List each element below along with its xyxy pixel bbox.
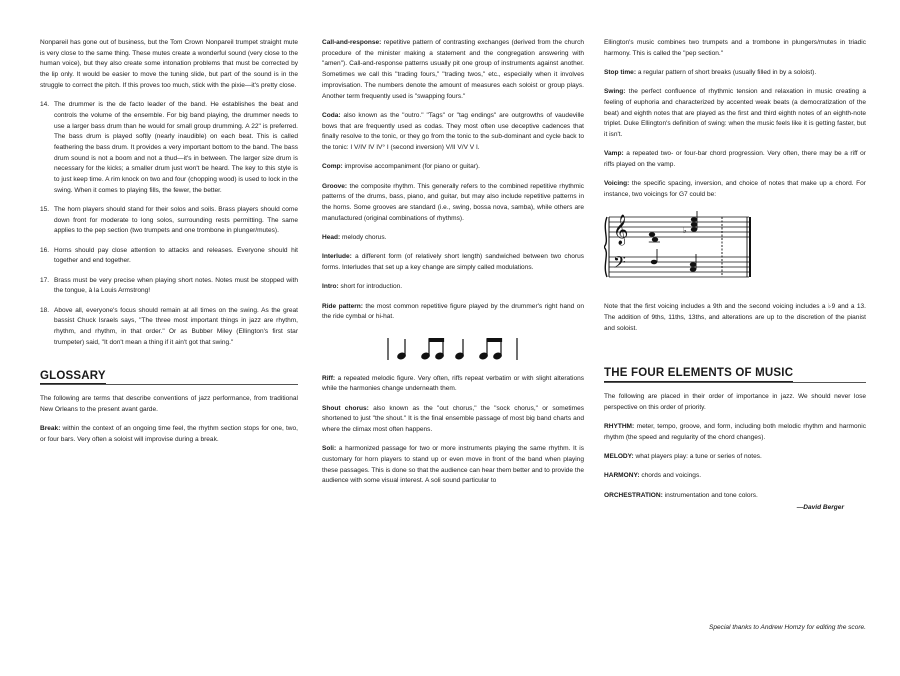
item-number: 17. [40, 276, 50, 284]
bass-clef-icon: 𝄢 [613, 252, 626, 277]
definition: repetitive pattern of contrasting exchanges (derived from the church procedure of the minister making a statement and the congregation answering with "amen"). Call-and-response patterns usually pit one group of instruments against another. Sometimes we call this "trading fours," "trading twos," etc., especially when it involves improvisation. The numbers denote the amount of measures each soloist or group plays. Another term frequently used is "swapping fours." [322, 39, 584, 100]
four-elements-heading: THE FOUR ELEMENTS OF MUSIC [604, 368, 793, 382]
definition: improvise accompaniment (for piano or guitar). [342, 163, 480, 171]
item-text: The drummer is the de facto leader of the band. He establishes the beat and controls the volume of the ensemble. For big band playing, the drummer needs to use a larger bass drum than he would for small group drumming. A 22" is preferred. The bass drum is played softly (nearly inaudible) on each beat. This is called feathering the bass drum. It provides a very important bottom to the band. The bass drum sound is not a boom and not a thud—it's in between. The larger size drum is necessary for the kicks; a smaller drum just won't be heard. The key to this style is to just keep time. A rim knock on two and four (chopping wood) is used to lock in the swing. When it comes to playing fills, the fewer, the better. [54, 101, 298, 194]
definition: melody chorus. [340, 233, 387, 241]
term: Head: [322, 233, 341, 241]
glossary-entry [322, 38, 584, 102]
acknowledgement: Special thanks to Andrew Homzy for editing the score. [709, 624, 866, 631]
definition: a different form (of relatively short length) sandwiched between two chorus forms. Interludes that set up a key change are simply called modulations. [322, 253, 584, 271]
glossary-entry [322, 374, 584, 395]
term: Vamp: [604, 150, 624, 158]
definition: also known as the "outro." "Tags" or "tag endings" are outgrowths of vaudeville bows that are frequently used as codas. They most often use deceptive cadences that finally resolve to the tonic, or they go from the tonic to the sub-dominant and cycle back to the tonic: I V/IV IV IV° I (second inversion) V/II V/V V I. [322, 111, 584, 151]
term: MELODY: [604, 452, 634, 460]
list-item [40, 246, 298, 267]
definition: instrumentation and tone colors. [662, 491, 758, 499]
list-item [40, 276, 298, 297]
continuation-paragraph: Ellington's music combines two trumpets and a trombone in plungers/mutes in triadic harmony. This is called the "pep section." [604, 39, 866, 57]
term: HARMONY: [604, 472, 640, 480]
glossary-entry [322, 162, 584, 173]
item-number: 18. [40, 306, 50, 314]
intro-paragraph: Nonpareil has gone out of business, but the Tom Crown Nonpareil trumpet straight mute is very close to the same thing. These mutes create a wonderful sound (very close to the human voice), but they also create some intonation problems that must be corrected by the lip only. It would be easier to move the tuning slide, but part of the sound is in the struggle to correct the pitch. If this proves too much, stick with the pixie—it's pretty close. [40, 39, 298, 89]
term: Intro: [322, 283, 339, 291]
glossary-entry [322, 182, 584, 225]
item-text: The horn players should stand for their solos and soils. Brass players should come down front for moderate to long solos, surrounding rests permitting. The same applies to the pep section (two trumpets and one trombone in plunger/mutes). [54, 206, 298, 235]
term: Swing: [604, 88, 626, 96]
glossary-entry [322, 111, 584, 154]
term: Ride pattern: [322, 302, 363, 310]
column-left [40, 38, 298, 454]
glossary-entry [322, 302, 584, 323]
item-text: Brass must be very precise when playing short notes. Notes must be stopped with the tongue, à la Louis Armstrong! [54, 276, 298, 295]
item-number: 15. [40, 206, 50, 214]
treble-clef-icon: 𝄞 [613, 215, 629, 246]
definition: the most common repetitive figure played by the drummer's right hand on the ride cymbal or hi-hat. [322, 302, 585, 321]
flat-icon: ♭ [683, 226, 687, 236]
glossary-heading: GLOSSARY [40, 371, 106, 385]
definition: chords and voicings. [639, 472, 702, 480]
term: Comp: [322, 163, 343, 171]
term: Groove: [322, 182, 348, 190]
term: Break: [40, 425, 61, 433]
definition: a regular pattern of short breaks (usually filled in by a soloist). [636, 69, 817, 76]
element-entry [604, 471, 866, 482]
item-number: 16. [40, 246, 50, 254]
definition: the perfect confluence of rhythmic tension and relaxation in music creating a feeling of euphoria and characterized by accented weak beats (a democratization of the beat) and eighth notes that are played as the first and third eighth notes of an eighth-note triplet. Duke Ellington's definition of swing: when the music feels like it is getting faster, but it isn't. [604, 88, 866, 139]
glossary-entry [322, 233, 584, 244]
term: Riff: [322, 374, 336, 382]
definition: a repeated melodic figure. Very often, riffs repeat verbatim or with slight alterations while the harmonies change underneath them. [322, 374, 584, 393]
term: Voicing: [604, 180, 630, 188]
item-text: Horns should pay close attention to attacks and releases. Everyone should hit together and end together. [54, 246, 298, 265]
glossary-entry [604, 87, 866, 141]
item-text: Above all, everyone's focus should remain at all times on the swing. As the great bassist Chuck Israels says, "The three most important things in jazz are rhythm, rhythm, and rhythm, in that order." Or as Bubber Miley (Ellington's first star trumpeter) said, "It don't mean a thing if it ain't got that swing." [54, 306, 298, 346]
definition: within the context of an ongoing time feel, the rhythm section stops for one, two, or four bars. Very often a soloist will improvise during a break. [40, 425, 298, 443]
definition: the specific spacing, inversion, and choice of notes that make up a chord. For instance, two voicings for G7 could be: [604, 180, 866, 199]
term: Stop time: [604, 69, 637, 76]
voicing-staff [604, 209, 866, 292]
column-right [604, 38, 866, 523]
definition: meter, tempo, groove, and form, including both melodic rhythm and harmonic rhythm (the speed and regularity of the chord changes). [604, 422, 866, 441]
term: Soli: [322, 445, 337, 453]
glossary-intro: The following are terms that describe conventions of jazz performance, from traditional New Orleans to the present avant garde. [40, 395, 298, 413]
term: RHYTHM: [604, 422, 635, 430]
ride-pattern-figure [383, 334, 523, 364]
glossary-entry [322, 444, 584, 487]
definition: what players play: a tune or series of notes. [633, 452, 762, 460]
element-entry [604, 452, 866, 463]
definition: a repeated two- or four-bar chord progression. Very often, there may be a riff or riffs played on the vamp. [604, 150, 866, 169]
term: Interlude: [322, 253, 352, 261]
glossary-entry [322, 404, 584, 436]
author-signature: —David Berger [796, 504, 844, 512]
definition: a harmonized passage for two or more instruments playing the same rhythm. It is customary for horn players to stand up or even move in front of the band when playing these passages. This is done so that the audience can hear them better and to provide the audience with some visual interest. A soli sound particular to [322, 445, 584, 485]
glossary-entry [322, 252, 584, 273]
ride-pattern-notation [322, 332, 584, 366]
term: Coda: [322, 111, 341, 119]
definition: the composite rhythm. This generally refers to the combined repetitive rhythmic patterns of the drums, bass, piano, and guitar, but may also include repetitive patterns in the horns. Some grooves are standard (i.e., swing, bossa nova, samba), while others are manufactured (original combinations of rhythms). [322, 182, 584, 222]
element-entry [604, 491, 866, 502]
term: Call-and-response: [322, 39, 382, 46]
definition: short for introduction. [338, 283, 403, 291]
list-item [40, 306, 298, 349]
glossary-entry [322, 282, 584, 293]
item-number: 14. [40, 101, 50, 109]
elements-heading-rule [604, 368, 866, 383]
elements-intro: The following are placed in their order of importance in jazz. We should never lose perspective on this order of priority. [604, 392, 866, 411]
voicing-note: Note that the first voicing includes a 9th and the second voicing includes a ♭9 and a 13. The addition of 9ths, 11ths, 13ths, and alterations are up to the discretion of the pianist and soloist. [604, 303, 866, 332]
glossary-entry [604, 68, 866, 79]
column-middle [322, 38, 584, 496]
definition: also known as the "out chorus," the "sock chorus," or sometimes shortened to just "the shout." It is the final ensemble passage of most big band charts and where the climax most often happens. [322, 404, 584, 433]
element-entry [604, 422, 866, 443]
term: Shout chorus: [322, 404, 369, 412]
g7-voicing-notation [604, 209, 866, 287]
glossary-heading-rule [40, 371, 298, 386]
glossary-entry [604, 149, 866, 170]
term: ORCHESTRATION: [604, 491, 663, 499]
glossary-entry [604, 179, 866, 200]
glossary-entry-break [40, 424, 298, 445]
list-item [40, 205, 298, 237]
list-item [40, 100, 298, 196]
